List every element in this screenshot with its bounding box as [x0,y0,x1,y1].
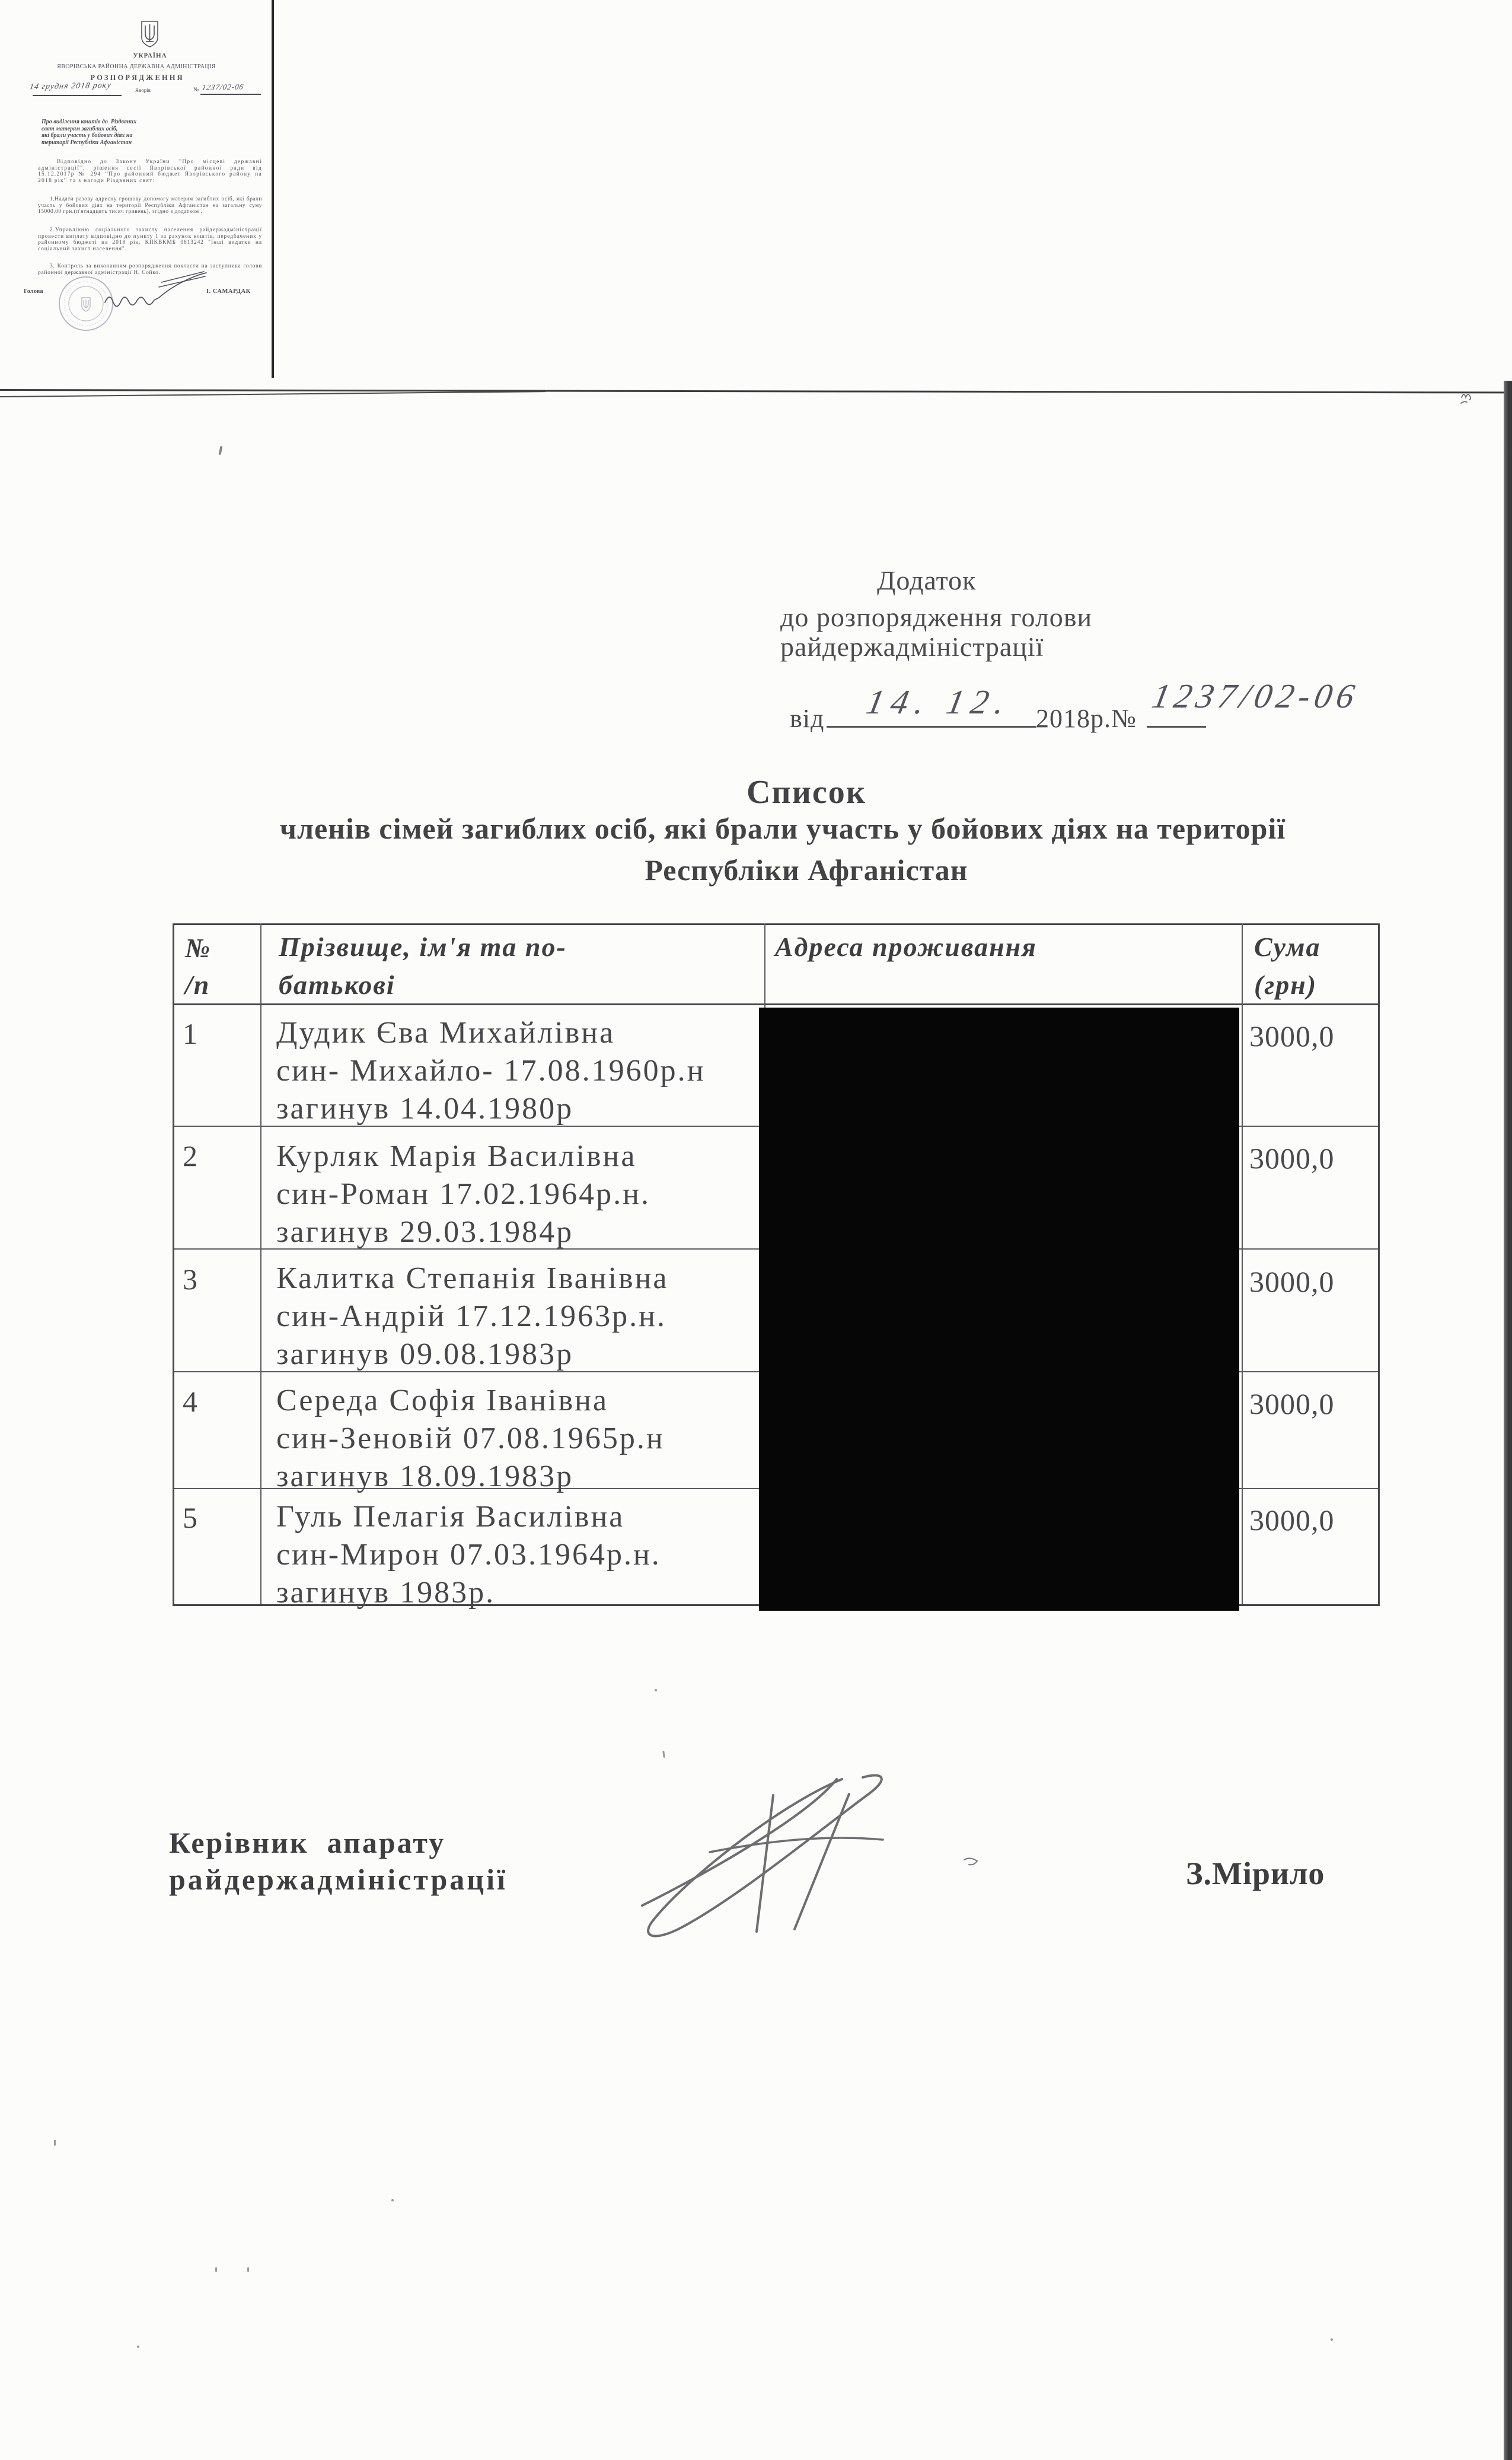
scan-speck [54,2140,56,2146]
scan-edge-band [1504,381,1512,2460]
header-num-line-1: № [185,933,212,963]
mini-handwritten-date: 14 грудня 2018 року [28,81,112,92]
appendix-from-label: від [790,704,825,733]
header-sum-line-1: Сума [1254,932,1321,962]
mini-date-underline [33,95,122,96]
row-name-line: Гуль Пелагія Василівна [276,1500,625,1534]
appendix-date-underline [827,726,1036,728]
page-separator-line-lower [0,391,546,397]
table-column-line-3 [1242,923,1243,1604]
row-name-line: син-Зеновій 07.08.1965р.н [276,1422,665,1455]
mini-doc-type-title: Р О З П О Р Я Д Ж Е Н Н Я [90,74,183,82]
row-sum: 3000,0 [1249,1265,1335,1298]
scan-speck [247,2267,249,2272]
row-number: 1 [183,1017,197,1050]
row-name-line: син- Михайло- 17.08.1960р.н [276,1054,706,1088]
appendix-label-line-3: райдержадміністрації [780,632,1044,662]
ukraine-trident-emblem-icon [140,20,160,48]
appendix-year-number-label: 2018р.№ [1036,704,1137,733]
mini-subject-line-4: території Республіки Афганістан [42,139,132,146]
footer-signer-name: З.Мірило [1186,1856,1325,1891]
scan-speck [215,2267,217,2272]
row-sum: 3000,0 [1249,1387,1335,1420]
mini-number-underline [200,94,261,95]
page-separator-line-upper [0,389,1505,393]
appendix-number-underline [1147,726,1206,728]
mini-city-label: Яворів [135,87,151,93]
row-sum: 3000,0 [1249,1142,1335,1175]
mini-number-label: № [193,87,199,93]
row-name-line: загинув 09.08.1983р [276,1337,574,1371]
pen-squiggle-mark-icon [1460,391,1474,407]
header-name-line-1: Прізвище, ім'я та по- [279,932,567,962]
scan-speck [137,2346,139,2348]
row-name-line: Дудик Єва Михайлівна [276,1016,615,1050]
list-title-line-2: членів сімей загиблих осіб, які брали участь у бойових діях на території [279,812,1286,845]
header-sum-line-2: (грн) [1254,970,1318,1000]
row-name-line: загинув 14.04.1980р [276,1092,574,1126]
scan-speck [218,446,222,455]
mini-subject-line-3: які брали участь у бойових діях на [42,132,133,139]
header-num-line-2: /п [185,970,210,1000]
table-border-left [173,923,174,1606]
mini-decree-document [0,0,272,383]
appendix-handwritten-number: 1237/02-06 [1149,677,1363,715]
mini-org-title: ЯВОРІВСЬКА РАЙОННА ДЕРЖАВНА АДМІНІСТРАЦІЯ [57,63,216,70]
mini-country-title: УКРАЇНА [133,52,167,59]
row-name-line: загинув 18.09.1983р [276,1460,574,1493]
mini-subject-line-1: Про виділення коштів до Різдвяних [42,119,137,125]
list-title-line-3: Республіки Афганістан [645,853,968,887]
mini-signer-role: Голова [24,288,43,295]
row-sum: 3000,0 [1249,1503,1335,1537]
row-name-line: загинув 1983р. [276,1576,496,1610]
row-name-line: загинув 29.03.1984р [276,1215,574,1249]
table-header-separator [173,1003,1380,1005]
row-name-line: син-Андрій 17.12.1963р.н. [276,1299,666,1333]
row-number: 2 [183,1139,197,1172]
mini-handwritten-number: 1237/02-06 [201,82,245,92]
table-border-right [1378,923,1380,1606]
mini-signature-icon [102,267,210,311]
table-border-top [173,923,1380,925]
mini-paragraph-2: 1.Надати разову адресну грошову допомогу матерям загиблих осіб, які брали участь у бойових діях на території Республіки Афганістан на загальну суму 15000,00 грн.(п'ятнадцять тисяч гривень), згідно з додатком . [38,196,262,215]
mini-signer-name: І. САМАРДАК [206,288,251,295]
appendix-label-line-1: Додаток [877,565,977,595]
footer-role-line-1: Керівник апарату [169,1826,446,1859]
row-name-line: син-Роман 17.02.1964р.н. [276,1177,650,1211]
row-number: 3 [183,1263,197,1296]
scan-speck [1331,2338,1333,2341]
address-redaction-box [759,1008,1239,1611]
scan-speck [655,1689,657,1691]
header-name-line-2: батькові [279,970,395,1000]
row-name-line: Середа Софія Іванівна [276,1384,609,1417]
mini-paragraph-4: 3. Контроль за виконанням розпорядження покласти на заступника голови районної державної адміністрації Н. Сойко. [38,263,262,276]
mini-subject-line-2: свят матерям загиблих осіб, [42,125,118,132]
row-number: 4 [183,1385,197,1418]
row-number: 5 [183,1501,197,1534]
scan-speck [391,2199,394,2201]
appendix-handwritten-date: 14. 12. [863,683,1015,721]
scan-speck [662,1751,665,1758]
mini-paragraph-1: Відповідно до Закону України ''Про місцеві державні адміністрації'', рішення сесії Яворівської районної ради від 15.12.2017р № 294 ''Про районний бюджет Яворівського району на 2018 рік'' та з нагоди Різдвяних свят: [38,159,262,184]
row-name-line: Калитка Степанія Іванівна [276,1261,669,1295]
row-sum: 3000,0 [1249,1019,1335,1053]
list-title-line-1: Список [746,774,867,811]
row-name-line: син-Мирон 07.03.1964р.н. [276,1538,661,1572]
footer-role-line-2: райдержадміністрації [169,1863,508,1896]
row-name-line: Курляк Марія Василівна [276,1139,637,1173]
mini-page-edge-line [272,0,274,378]
table-column-line-1 [260,923,261,1604]
header-address: Адреса проживання [775,932,1037,962]
small-pen-mark-icon [962,1855,981,1871]
mini-paragraph-3: 2.Управлінню соціального захисту населення райдержадміністрації провести виплату відповідно до пункту 1 за рахунок коштів, передбачених у районному бюджеті на 2018 рік, КПКВКМБ 0813242 "Інші видатки на соціальний захист населення". [38,227,262,252]
appendix-label-line-2: до розпорядження голови [780,602,1093,632]
footer-signature-icon [629,1770,961,1948]
